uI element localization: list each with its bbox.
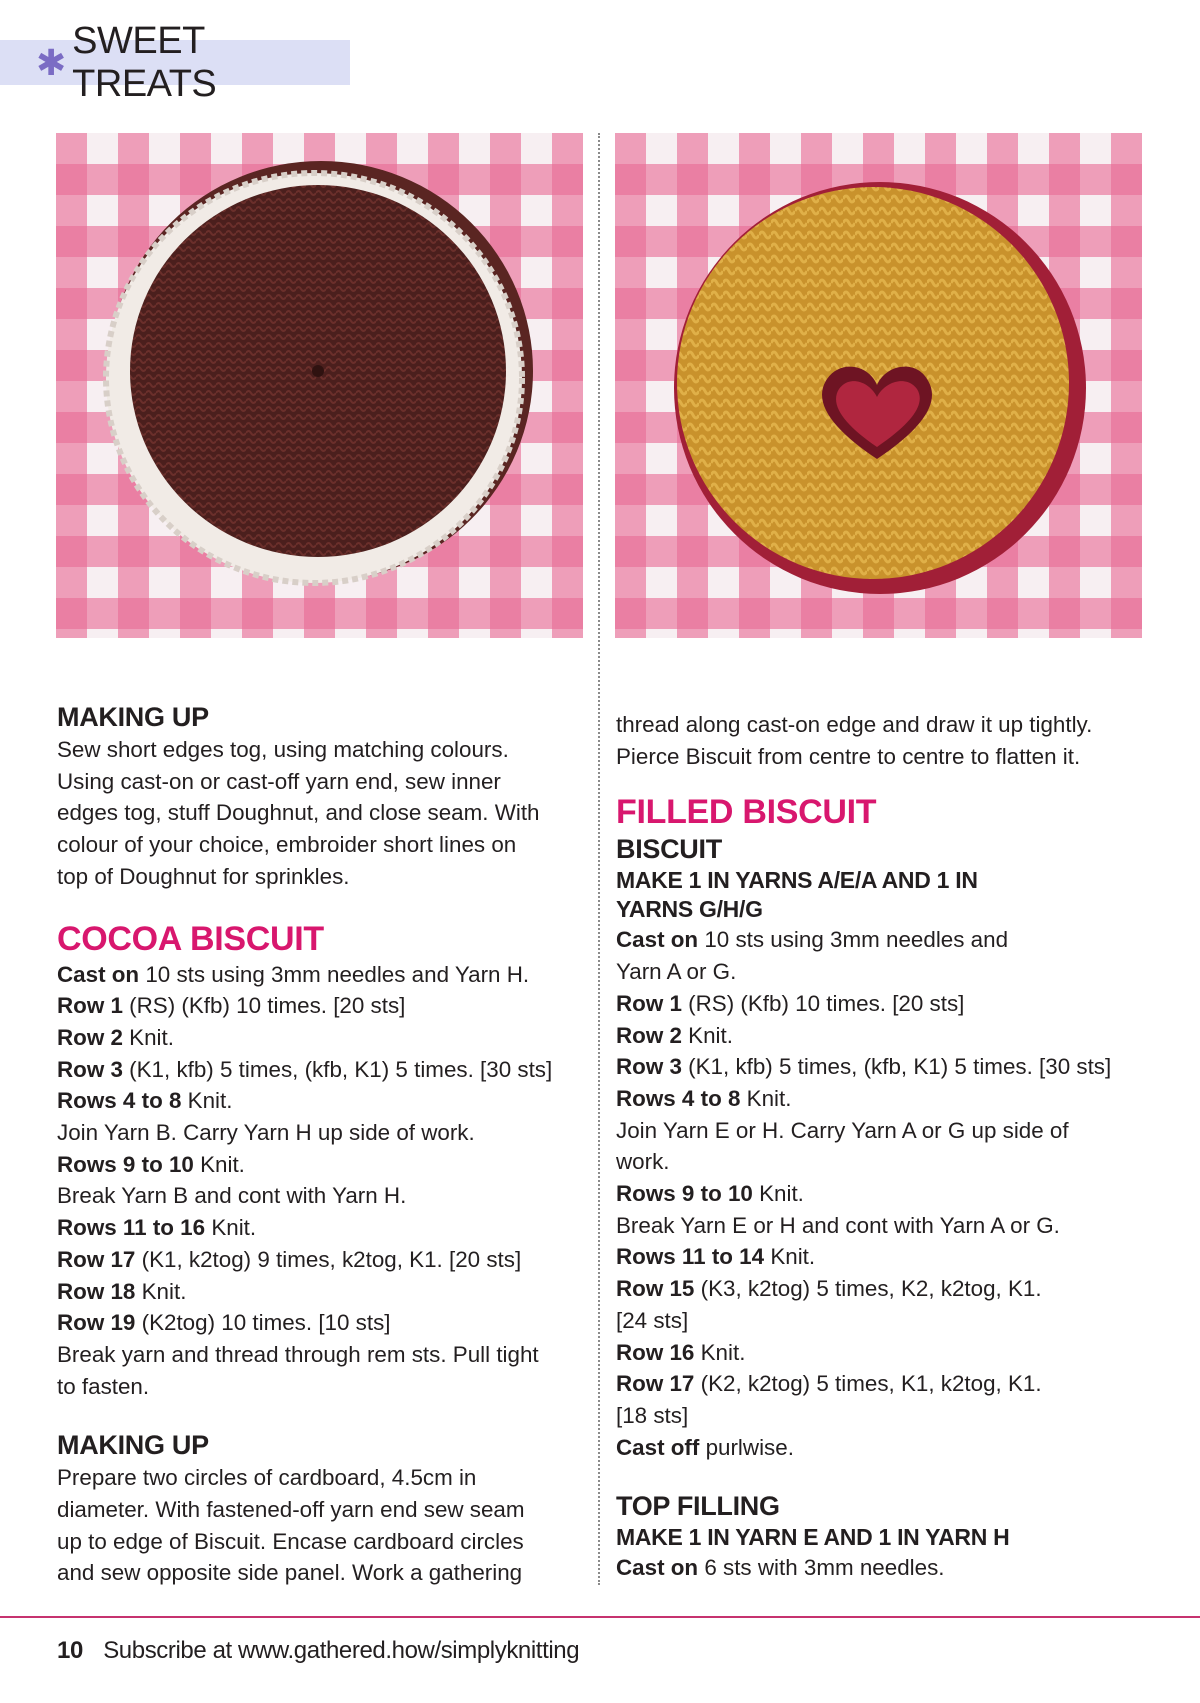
row-label: Row 16 xyxy=(616,1339,695,1365)
body-line: Sew short edges tog, using matching colours. xyxy=(57,737,509,762)
row-label: Cast off xyxy=(616,1434,700,1460)
cocoa-biscuit-heading: COCOA BISCUIT xyxy=(57,919,324,958)
yarn-instruction: MAKE 1 IN YARN E AND 1 IN YARN H xyxy=(616,1524,1010,1551)
row-label: Cast on xyxy=(616,927,699,953)
filled-biscuit-photo xyxy=(615,133,1142,638)
row-text: Knit. xyxy=(694,1339,746,1365)
pattern-row xyxy=(616,1337,1151,1369)
row-text: [24 sts] xyxy=(616,1307,689,1333)
row-text: 10 sts using 3mm needles and xyxy=(698,927,1009,953)
body-line: Prepare two circles of cardboard, 4.5cm in xyxy=(57,1465,477,1491)
row-text: [18 sts] xyxy=(616,1402,689,1428)
row-label: Rows 9 to 10 xyxy=(57,1151,194,1177)
row-text: (RS) (Kfb) 10 times. [20 sts] xyxy=(122,993,406,1019)
row-label: Rows 11 to 16 xyxy=(57,1215,206,1241)
pattern-row xyxy=(616,1115,1151,1147)
pattern-row xyxy=(57,1212,592,1244)
body-line: thread along cast-on edge and draw it up tightly. xyxy=(616,712,1093,737)
row-label: Row 17 xyxy=(57,1246,136,1272)
row-label: Rows 11 to 14 xyxy=(616,1244,765,1270)
row-text: Knit. xyxy=(681,1022,733,1048)
pattern-row xyxy=(57,1022,592,1054)
row-text: Knit. xyxy=(764,1244,816,1270)
footer-rule xyxy=(0,1616,1200,1618)
section-header xyxy=(0,19,350,105)
row-text: (K1, kfb) 5 times, (kfb, K1) 5 times. [30 sts] xyxy=(681,1054,1112,1080)
pattern-row xyxy=(616,1020,1151,1052)
yarn-instruction: MAKE 1 IN YARNS A/E/A AND 1 IN xyxy=(616,867,978,894)
row-text: Break Yarn B and cont with Yarn H. xyxy=(57,1183,407,1209)
row-label: Row 17 xyxy=(616,1371,695,1397)
asterisk-flower-icon: ✱ xyxy=(36,41,67,83)
row-label: Row 1 xyxy=(57,993,123,1019)
row-label: Row 3 xyxy=(57,1056,123,1082)
yarn-instruction: YARNS G/H/G xyxy=(616,896,763,923)
row-text: purlwise. xyxy=(699,1434,794,1460)
body-line: Using cast-on or cast-off yarn end, sew inner xyxy=(57,768,501,794)
filled-biscuit-heading: FILLED BISCUIT xyxy=(616,793,877,832)
body-line: colour of your choice, embroider short lines on xyxy=(57,832,517,858)
right-column xyxy=(616,709,1151,1584)
pattern-row xyxy=(57,990,592,1022)
pattern-row xyxy=(616,1241,1151,1273)
row-text: (K1, k2tog) 9 times, k2tog, K1. [20 sts] xyxy=(135,1246,522,1272)
row-text: Knit. xyxy=(181,1088,233,1114)
biscuit-subheading: BISCUIT xyxy=(616,834,722,865)
pattern-row xyxy=(616,1273,1151,1305)
pattern-row xyxy=(616,1432,1151,1464)
row-text: Knit. xyxy=(752,1181,804,1207)
row-text: 6 sts with 3mm needles. xyxy=(698,1555,945,1581)
pattern-row xyxy=(57,1085,592,1117)
body-line: up to edge of Biscuit. Encase cardboard circles xyxy=(57,1528,524,1554)
row-text: Yarn A or G. xyxy=(616,959,737,985)
row-text: (K3, k2tog) 5 times, K2, k2tog, K1. xyxy=(694,1276,1042,1302)
pattern-row xyxy=(616,1368,1151,1400)
pattern-row xyxy=(57,1276,592,1308)
row-text: to fasten. xyxy=(57,1373,150,1399)
row-label: Row 19 xyxy=(57,1310,136,1336)
body-line: Pierce Biscuit from centre to centre to flatten it. xyxy=(616,743,1081,769)
top-filling-rows xyxy=(616,1552,1151,1584)
row-text: Knit. xyxy=(205,1215,257,1241)
row-text: (K1, kfb) 5 times, (kfb, K1) 5 times. [30 sts] xyxy=(122,1056,553,1082)
pattern-row xyxy=(57,1339,592,1371)
row-text: (K2tog) 10 times. [10 sts] xyxy=(135,1310,391,1336)
cocoa-biscuit-photo xyxy=(56,133,583,638)
filled-pattern-rows xyxy=(616,924,1151,1463)
row-label: Row 1 xyxy=(616,990,682,1016)
pattern-row xyxy=(616,1305,1151,1337)
pattern-row xyxy=(57,1054,592,1086)
row-label: Row 2 xyxy=(57,1024,123,1050)
row-label: Rows 4 to 8 xyxy=(616,1085,741,1111)
row-text: Knit. xyxy=(122,1024,174,1050)
row-text: (RS) (Kfb) 10 times. [20 sts] xyxy=(681,990,965,1016)
pattern-row xyxy=(57,1117,592,1149)
row-label: Rows 4 to 8 xyxy=(57,1088,182,1114)
section-title: SWEET TREATS xyxy=(72,19,217,105)
row-label: Row 15 xyxy=(616,1276,695,1302)
row-text: Knit. xyxy=(193,1151,245,1177)
row-label: Row 3 xyxy=(616,1054,682,1080)
column-divider xyxy=(598,133,600,1585)
body-line: and sew opposite side panel. Work a gathering xyxy=(57,1560,523,1586)
row-text: Join Yarn B. Carry Yarn H up side of work. xyxy=(57,1120,475,1146)
pattern-row xyxy=(57,1180,592,1212)
pattern-row xyxy=(616,1146,1151,1178)
row-label: Row 2 xyxy=(616,1022,682,1048)
row-text: (K2, k2tog) 5 times, K1, k2tog, K1. xyxy=(694,1371,1042,1397)
row-text: Break yarn and thread through rem sts. Pull tight xyxy=(57,1341,539,1367)
row-text: 10 sts using 3mm needles and Yarn H. xyxy=(139,961,530,987)
making-up-heading: MAKING UP xyxy=(57,702,209,732)
row-text: Break Yarn E or H and cont with Yarn A or G. xyxy=(616,1212,1060,1238)
pattern-row xyxy=(57,1149,592,1181)
pattern-row xyxy=(57,959,592,991)
pattern-row xyxy=(616,956,1151,988)
pattern-row xyxy=(57,1244,592,1276)
page-footer xyxy=(57,1637,579,1665)
pattern-row xyxy=(616,1400,1151,1432)
body-line: diameter. With fastened-off yarn end sew seam xyxy=(57,1497,525,1523)
row-text: work. xyxy=(616,1149,670,1175)
left-column xyxy=(57,700,592,1589)
making-up-heading: MAKING UP xyxy=(57,1430,209,1461)
pattern-row xyxy=(57,1307,592,1339)
pattern-row xyxy=(616,1552,1151,1584)
pattern-row xyxy=(616,1210,1151,1242)
row-label: Rows 9 to 10 xyxy=(616,1181,753,1207)
pattern-row xyxy=(616,988,1151,1020)
pattern-row xyxy=(616,1051,1151,1083)
pattern-row xyxy=(616,1178,1151,1210)
row-label: Cast on xyxy=(616,1555,699,1581)
row-text: Join Yarn E or H. Carry Yarn A or G up side of xyxy=(616,1117,1069,1143)
body-line: edges tog, stuff Doughnut, and close seam. With xyxy=(57,800,540,826)
top-filling-heading: TOP FILLING xyxy=(616,1491,780,1522)
pattern-row xyxy=(616,1083,1151,1115)
pattern-row xyxy=(57,1371,592,1403)
row-text: Knit. xyxy=(135,1278,187,1304)
row-label: Cast on xyxy=(57,961,140,987)
cocoa-pattern-rows xyxy=(57,959,592,1403)
page-number: 10 xyxy=(57,1637,83,1664)
body-line: top of Doughnut for sprinkles. xyxy=(57,863,350,889)
pattern-row xyxy=(616,924,1151,956)
row-text: Knit. xyxy=(740,1085,792,1111)
subscribe-text: Subscribe at www.gathered.how/simplyknitting xyxy=(103,1637,580,1664)
row-label: Row 18 xyxy=(57,1278,136,1304)
